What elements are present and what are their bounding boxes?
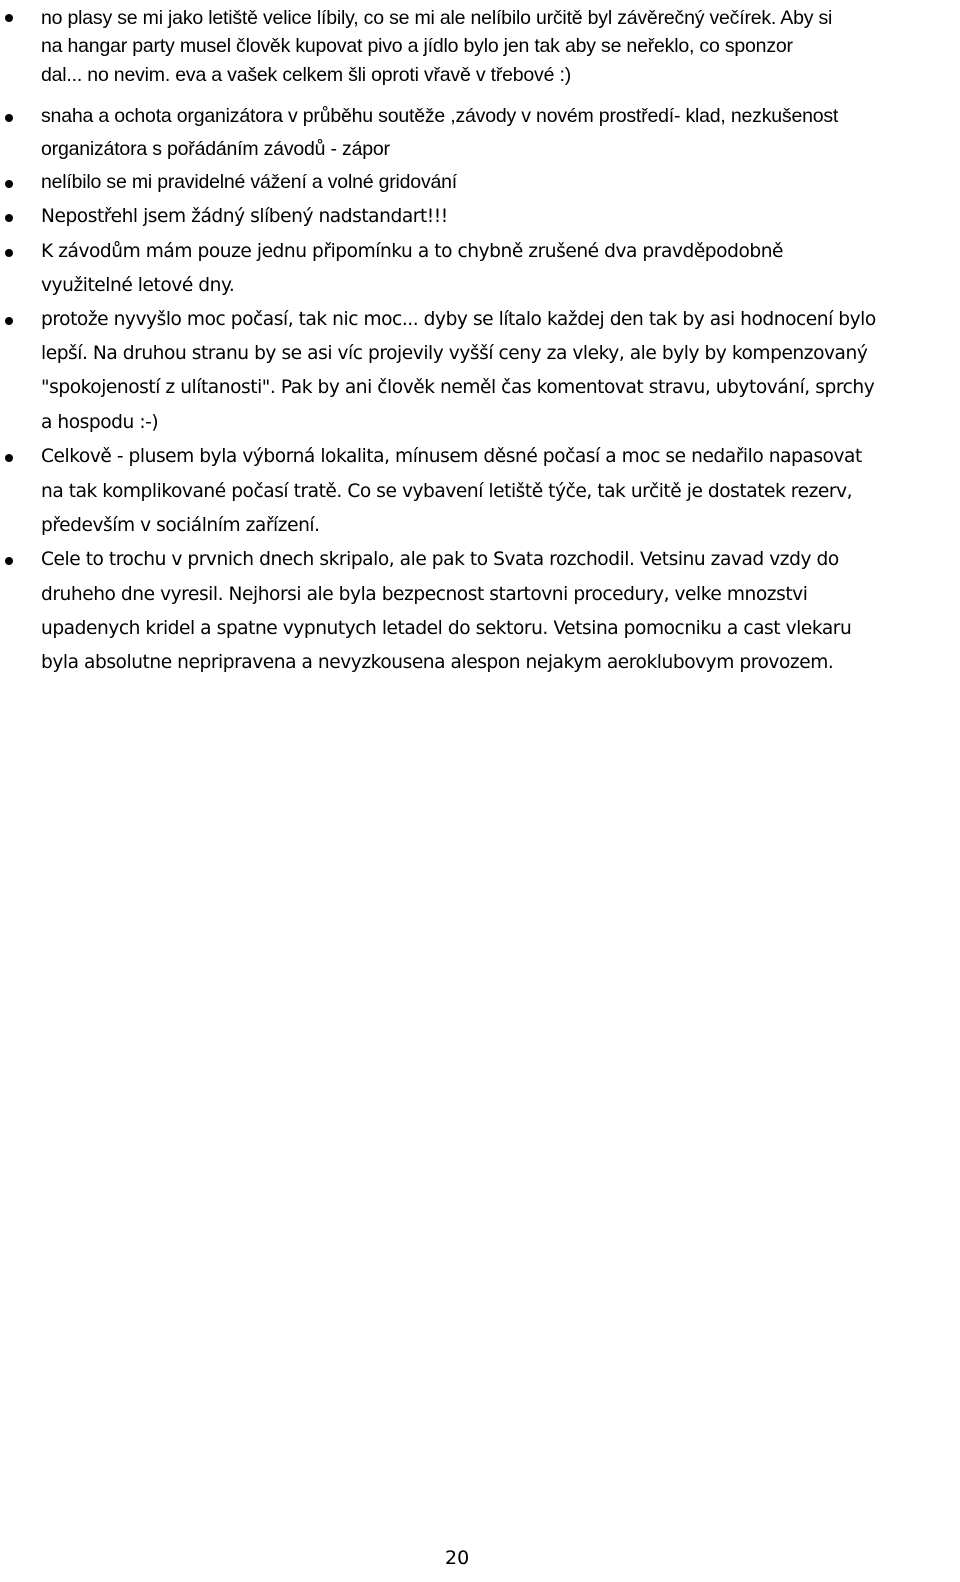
- bullet-icon: [5, 14, 13, 22]
- bullet-icon: [5, 249, 13, 257]
- text-line: nelíbilo se mi pravidelné vážení a volné gridování: [41, 171, 458, 193]
- text-line: no plasy se mi jako letiště velice líbily, co se mi ale nelíbilo určitě byl závěrečný večírek. Aby si: [41, 7, 833, 29]
- bullet-icon: [5, 454, 13, 462]
- text-line: lepší. Na druhou stranu by se asi víc projevily vyšší ceny za vleky, ale byly by kompenzovaný: [41, 343, 868, 364]
- bullet-icon: [5, 114, 13, 122]
- text-line: na tak komplikované počasí tratě. Co se vybavení letiště týče, tak určitě je dostatek rezerv,: [41, 481, 853, 502]
- text-line: snaha a ochota organizátora v průběhu soutěže ,závody v novém prostředí- klad, nezkušenost: [41, 105, 839, 127]
- bullet-icon: [5, 180, 13, 188]
- text-line: využitelné letové dny.: [41, 275, 235, 296]
- text-line: a hospodu :-): [41, 412, 159, 433]
- text-line: protože nyvyšlo moc počasí, tak nic moc... dyby se lítalo každej den tak by asi hodnocení bylo: [41, 309, 876, 330]
- bullet-icon: [5, 317, 13, 325]
- text-line: byla absolutne nepripravena a nevyzkousena alespon nejakym aeroklubovym provozem.: [41, 652, 834, 673]
- text-line: K závodům mám pouze jednu připomínku a to chybně zrušené dva pravděpodobně: [41, 241, 784, 262]
- text-line: organizátora s pořádáním závodů - zápor: [41, 138, 390, 160]
- text-line: Cele to trochu v prvnich dnech skripalo, ale pak to Svata rozchodil. Vetsinu zavad vzdy do: [41, 549, 839, 570]
- text-line: Celkově - plusem byla výborná lokalita, mínusem děsné počasí a moc se nedařilo napasovat: [41, 446, 862, 467]
- text-line: především v sociálním zařízení.: [41, 515, 320, 536]
- text-line: Nepostřehl jsem žádný slíbený nadstandart!!!: [41, 206, 448, 227]
- text-line: "spokojeností z ulítanosti". Pak by ani člověk neměl čas komentovat stravu, ubytování, sprchy: [41, 377, 875, 398]
- text-line: dal... no nevim. eva a vašek celkem šli oproti vřavě v třebové :): [41, 64, 571, 86]
- text-line: upadenych kridel a spatne vypnutych letadel do sektoru. Vetsina pomocniku a cast vlekaru: [41, 618, 852, 639]
- text-line: na hangar party musel člověk kupovat pivo a jídlo bylo jen tak aby se neřeklo, co sponzor: [41, 35, 793, 57]
- page-number: 20: [445, 1547, 470, 1569]
- bullet-icon: [5, 214, 13, 222]
- bullet-icon: [5, 557, 13, 565]
- text-line: druheho dne vyresil. Nejhorsi ale byla bezpecnost startovni procedury, velke mnozstvi: [41, 584, 808, 605]
